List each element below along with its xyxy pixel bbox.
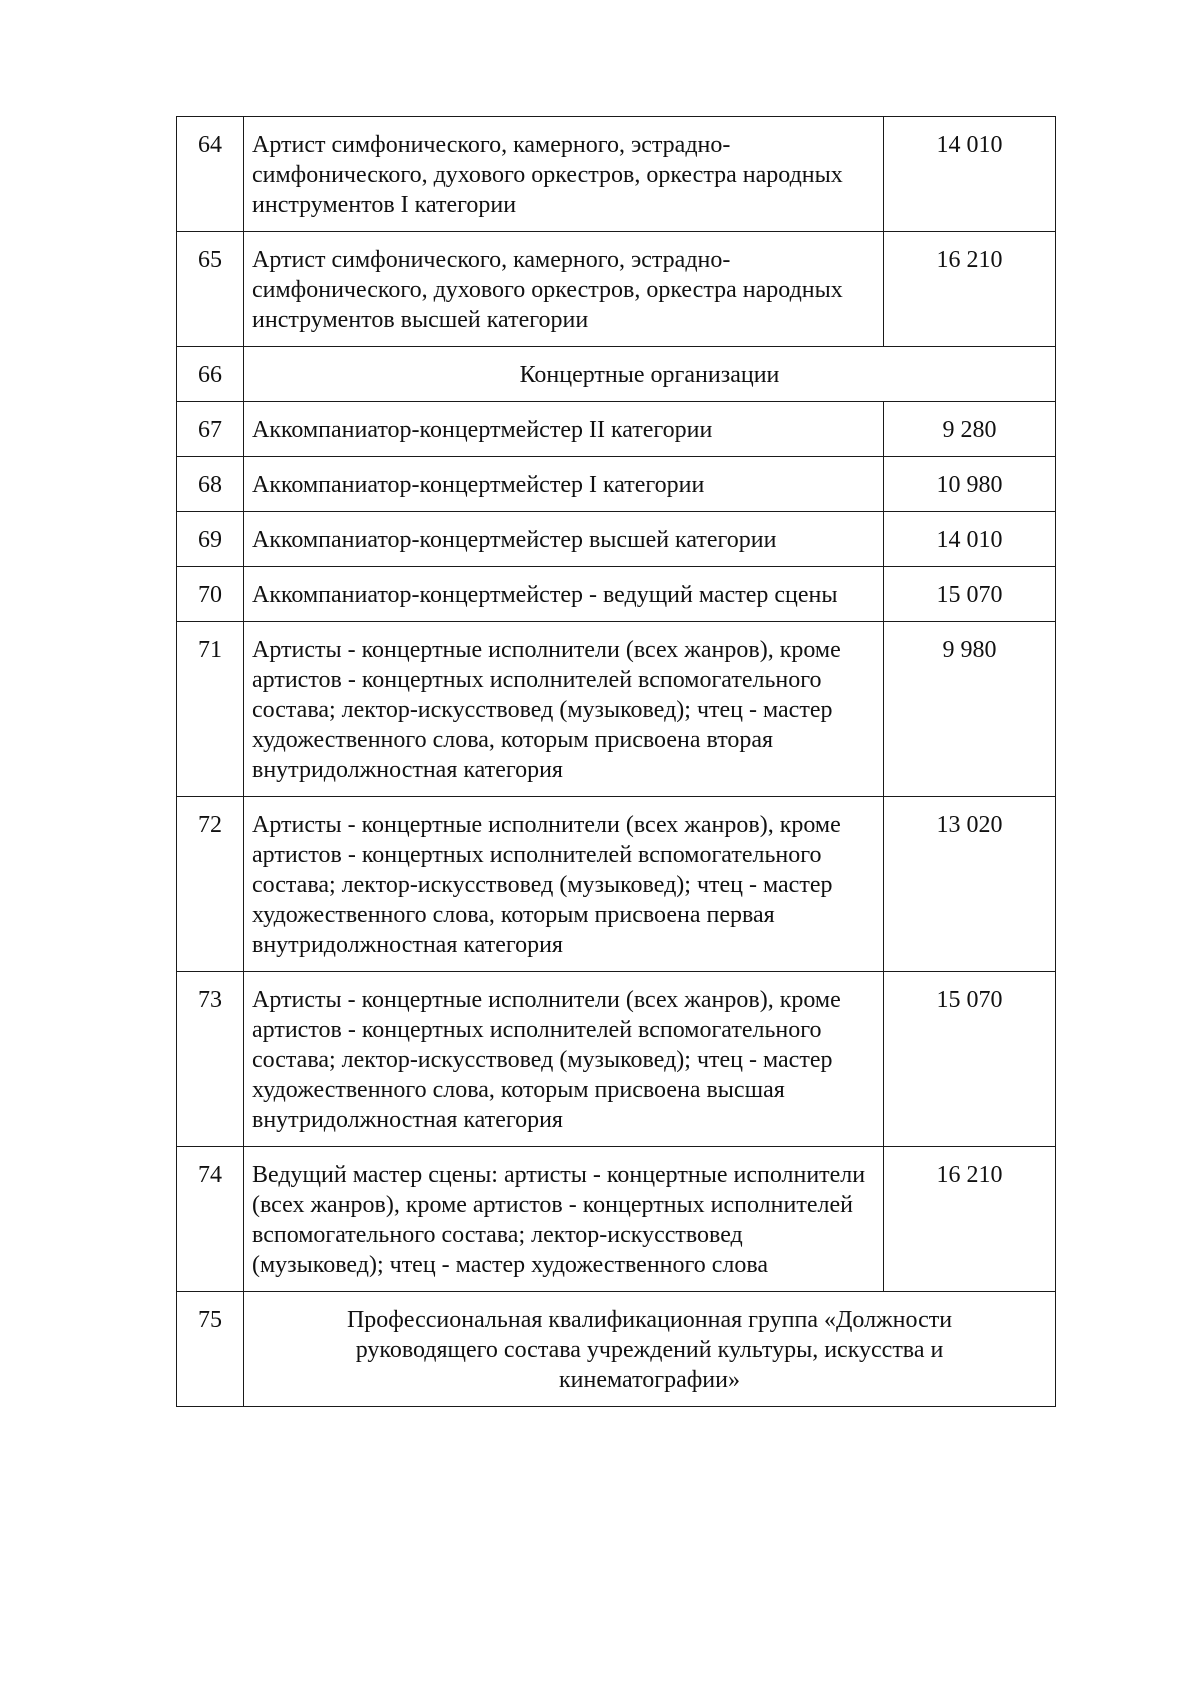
salary-value: 9 280 [884,402,1056,457]
row-number: 64 [177,117,244,232]
salary-value: 16 210 [884,1147,1056,1292]
row-number: 73 [177,972,244,1147]
position-title: Аккомпаниатор-концертмейстер I категории [244,457,884,512]
table-row [177,567,1056,622]
table-row [177,1147,1056,1292]
position-title: Аккомпаниатор-концертмейстер II категории [244,402,884,457]
position-title: Аккомпаниатор-концертмейстер высшей категории [244,512,884,567]
position-title: Артисты - концертные исполнители (всех жанров), кроме артистов - концертных исполнителей вспомогательного состава; лектор-искусствовед (музыковед); чтец - мастер художественного слова, которым присвоена первая внутридолжностная категория [244,797,884,972]
table-row [177,797,1056,972]
position-title: Аккомпаниатор-концертмейстер - ведущий мастер сцены [244,567,884,622]
section-heading-row [177,1292,1056,1407]
salary-value: 15 070 [884,567,1056,622]
row-number: 68 [177,457,244,512]
position-title: Артисты - концертные исполнители (всех жанров), кроме артистов - концертных исполнителей вспомогательного состава; лектор-искусствовед (музыковед); чтец - мастер художественного слова, которым присвоена высшая внутридолжностная категория [244,972,884,1147]
row-number: 70 [177,567,244,622]
table-row [177,232,1056,347]
table-row [177,512,1056,567]
table-row [177,402,1056,457]
position-title: Артист симфонического, камерного, эстрадно-симфонического, духового оркестров, оркестра народных инструментов I категории [244,117,884,232]
row-number: 67 [177,402,244,457]
row-number: 65 [177,232,244,347]
section-heading: Концертные организации [244,347,1056,402]
salary-value: 14 010 [884,117,1056,232]
table-row [177,972,1056,1147]
salary-value: 15 070 [884,972,1056,1147]
salary-table [176,116,1056,1407]
table-row [177,457,1056,512]
row-number: 66 [177,347,244,402]
row-number: 69 [177,512,244,567]
row-number: 72 [177,797,244,972]
salary-value: 16 210 [884,232,1056,347]
salary-value: 14 010 [884,512,1056,567]
position-title: Артист симфонического, камерного, эстрадно-симфонического, духового оркестров, оркестра народных инструментов высшей категории [244,232,884,347]
position-title: Ведущий мастер сцены: артисты - концертные исполнители (всех жанров), кроме артистов - концертных исполнителей вспомогательного состава; лектор-искусствовед (музыковед); чтец - мастер художественного слова [244,1147,884,1292]
section-heading: Профессиональная квалификационная группа «Должности руководящего состава учреждений культуры, искусства и кинематографии» [244,1292,1056,1407]
salary-value: 10 980 [884,457,1056,512]
row-number: 75 [177,1292,244,1407]
row-number: 74 [177,1147,244,1292]
salary-value: 13 020 [884,797,1056,972]
salary-value: 9 980 [884,622,1056,797]
row-number: 71 [177,622,244,797]
section-heading-row [177,347,1056,402]
position-title: Артисты - концертные исполнители (всех жанров), кроме артистов - концертных исполнителей вспомогательного состава; лектор-искусствовед (музыковед); чтец - мастер художественного слова, которым присвоена вторая внутридолжностная категория [244,622,884,797]
table-row [177,622,1056,797]
table-row [177,117,1056,232]
